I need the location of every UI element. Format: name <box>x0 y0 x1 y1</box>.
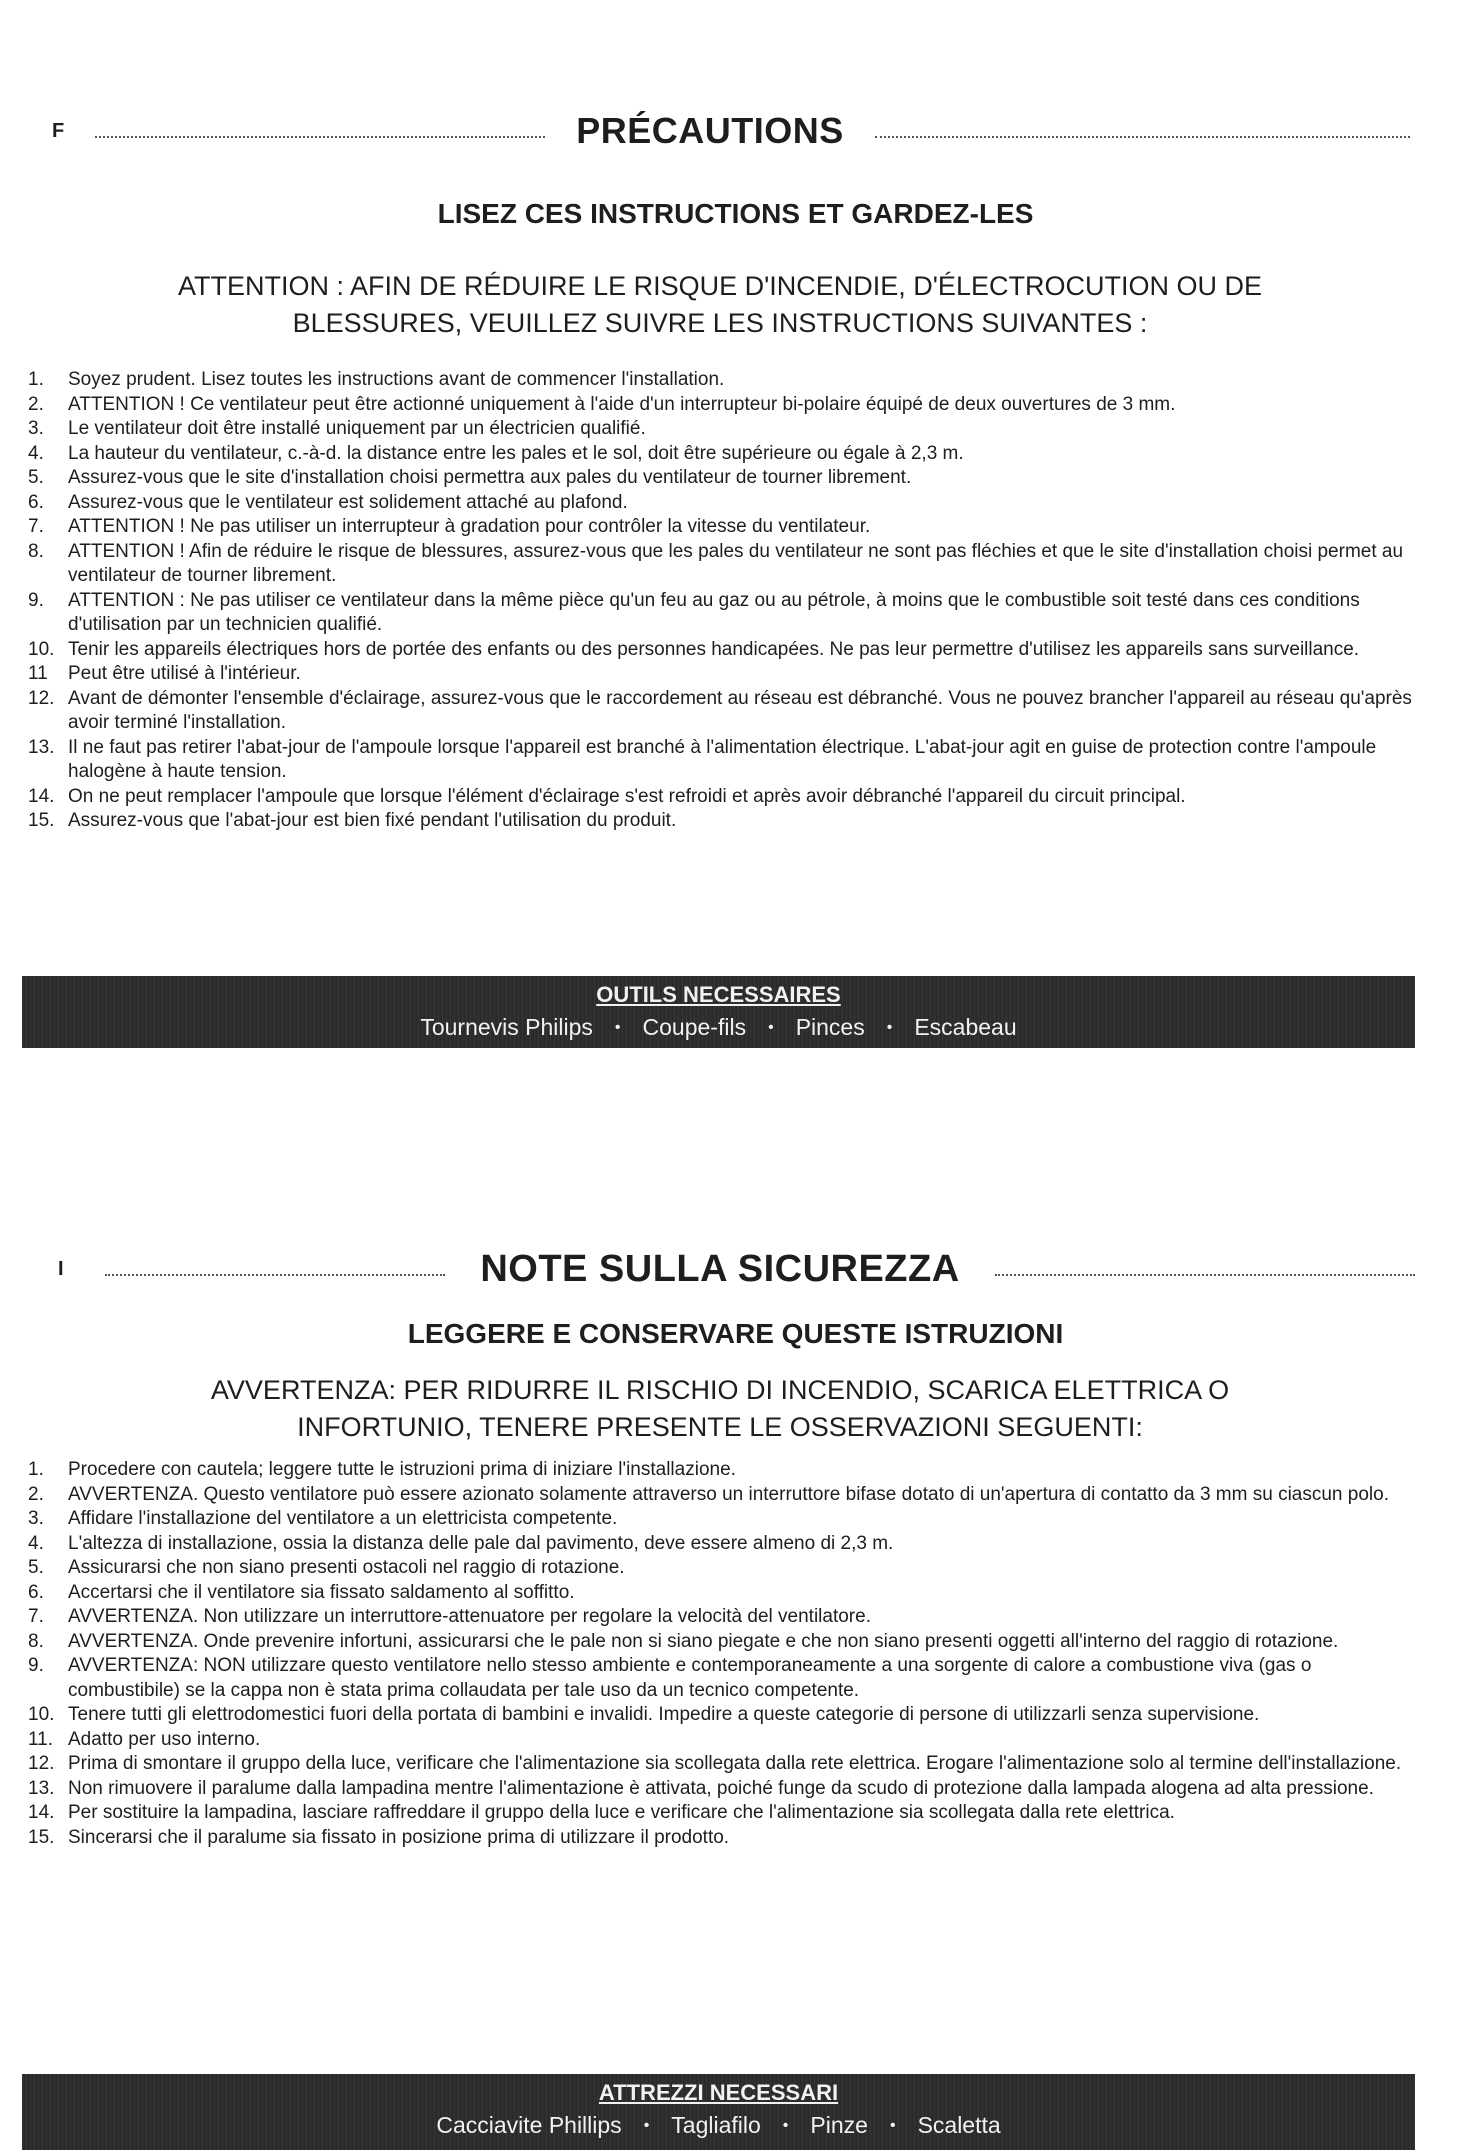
item-text: Sincerarsi che il paralume sia fissato in posizione prima di utilizzare il prodotto. <box>68 1826 730 1848</box>
item-text: Le ventilateur doit être installé uniquement par un électricien qualifié. <box>68 418 646 439</box>
item-text: AVVERTENZA. Non utilizzare un interruttore-attenuatore per regolare la velocità del ventilatore. <box>68 1606 871 1627</box>
list-item <box>28 1703 1428 1728</box>
tool-item: Tagliafilo <box>671 2112 761 2138</box>
list-item <box>28 368 1428 393</box>
item-number: 13. <box>28 736 55 758</box>
tool-item: Escabeau <box>914 1014 1017 1040</box>
section-header <box>0 110 1471 160</box>
list-item <box>28 1458 1428 1483</box>
dotted-rule-left <box>105 1274 445 1276</box>
warning-notice <box>120 268 1320 342</box>
tool-item: Cacciavite Phillips <box>436 2112 622 2138</box>
list-item <box>28 1532 1428 1557</box>
item-number: 4. <box>28 1532 44 1554</box>
item-text: Affidare l'installazione del ventilatore a un elettricista competente. <box>68 1508 618 1529</box>
item-number: 3. <box>28 418 44 439</box>
item-number: 9. <box>28 589 44 611</box>
list-item <box>28 662 1428 687</box>
tool-item: Tournevis Philips <box>420 1014 593 1040</box>
item-number: 11. <box>28 1728 54 1750</box>
item-number: 2. <box>28 393 44 415</box>
section-subtitle: LEGGERE E CONSERVARE QUESTE ISTRUZIONI <box>407 1318 1064 1349</box>
item-text: Assurez-vous que le ventilateur est solidement attaché au plafond. <box>68 491 628 513</box>
item-number: 12. <box>28 687 55 709</box>
list-item <box>28 1752 1428 1777</box>
list-item <box>28 1826 1428 1851</box>
tools-bar <box>22 2074 1415 2150</box>
bullet-separator-icon: • <box>886 1018 893 1036</box>
tool-item: Pinces <box>795 1014 865 1040</box>
item-number: 13. <box>28 1777 55 1799</box>
list-item <box>28 1507 1428 1532</box>
item-text: La hauteur du ventilateur, c.-à-d. la distance entre les pales et le sol, doit être supérieure ou égale à 2,3 m. <box>68 442 964 464</box>
instruction-list <box>28 368 1428 834</box>
item-text: Assurez-vous que l'abat-jour est bien fixé pendant l'utilisation du produit. <box>68 810 677 831</box>
item-number: 9. <box>28 1655 44 1676</box>
item-number: 1. <box>28 369 44 390</box>
item-number: 15. <box>28 810 55 831</box>
item-text: AVVERTENZA. Onde prevenire infortuni, assicurarsi che le pale non si siano piegate e che non siano presenti oggetti all'interno del raggio di rotazione. <box>68 1630 1339 1652</box>
item-number: 10. <box>28 638 55 660</box>
bullet-separator-icon: • <box>643 2116 650 2134</box>
item-text: Peut être utilisé à l'intérieur. <box>68 663 301 684</box>
list-item <box>28 1777 1428 1802</box>
warning-line-1: ATTENTION : AFIN DE RÉDUIRE LE RISQUE D'INCENDIE, D'ÉLECTROCUTION OU DE <box>178 271 1262 301</box>
item-number: 7. <box>28 516 44 537</box>
item-text: ATTENTION : Ne pas utiliser ce ventilateur dans la même pièce qu'un feu au gaz ou au pétrole, à moins que le combustible soit testé dans ces conditions d'utilisation par un technicien qualifié. <box>68 589 1360 635</box>
item-text: Assicurarsi che non siano presenti ostacoli nel raggio di rotazione. <box>68 1557 625 1578</box>
list-item <box>28 736 1428 785</box>
list-item <box>28 1801 1428 1826</box>
tools-title: OUTILS NECESSAIRES <box>596 982 841 1007</box>
tools-title: ATTREZZI NECESSARI <box>598 2080 839 2105</box>
item-number: 14. <box>28 1802 55 1823</box>
warning-line-2: BLESSURES, VEUILLEZ SUIVRE LES INSTRUCTIONS SUIVANTES : <box>292 308 1148 338</box>
list-item <box>28 442 1428 467</box>
section-header <box>0 1248 1471 1298</box>
list-item <box>28 1630 1428 1655</box>
item-number: 2. <box>28 1483 44 1505</box>
item-text: ATTENTION ! Ce ventilateur peut être actionné uniquement à l'aide d'un interrupteur bi-polaire équipé de deux ouvertures de 3 mm. <box>68 393 1176 415</box>
item-text: Il ne faut pas retirer l'abat-jour de l'ampoule lorsque l'appareil est branché à l'alimentation électrique. L'abat-jour agit en guise de protection contre l'ampoule halogène à haute tension. <box>68 736 1377 782</box>
instruction-list <box>28 1458 1428 1850</box>
list-item <box>28 1581 1428 1606</box>
item-text: Accertarsi che il ventilatore sia fissato saldamento al soffitto. <box>68 1581 575 1603</box>
bullet-separator-icon: • <box>614 1018 621 1036</box>
warning-line-1: AVVERTENZA: PER RIDURRE IL RISCHIO DI INCENDIO, SCARICA ELETTRICA O <box>210 1375 1230 1405</box>
item-number: 7. <box>28 1606 44 1627</box>
list-item <box>28 785 1428 810</box>
item-text: Non rimuovere il paralume dalla lampadina mentre l'alimentazione è attivata, poiché funge da scudo di protezione dalla lampada alogena ad alta pressione. <box>68 1777 1374 1799</box>
list-item <box>28 1728 1428 1753</box>
list-item <box>28 1556 1428 1581</box>
item-number: 6. <box>28 1581 44 1603</box>
list-item <box>28 1605 1428 1630</box>
item-text: ATTENTION ! Ne pas utiliser un interrupteur à gradation pour contrôler la vitesse du ventilateur. <box>68 516 871 537</box>
item-text: Assurez-vous que le site d'installation choisi permettra aux pales du ventilateur de tourner librement. <box>68 467 912 488</box>
list-item <box>28 1483 1428 1508</box>
item-text: AVVERTENZA: NON utilizzare questo ventilatore nello stesso ambiente e contemporaneamente a una sorgente di calore a combustione viva (gas o combustibile) se la cappa non è stata prima collaudata per tale uso da un tecnico competente. <box>68 1655 1312 1701</box>
item-text: AVVERTENZA. Questo ventilatore può essere azionato solamente attraverso un interruttore bifase dotato di un'apertura di contatto da 3 mm su ciascun polo. <box>68 1483 1389 1505</box>
list-item <box>28 687 1428 736</box>
item-text: Prima di smontare il gruppo della luce, verificare che l'alimentazione sia scollegata dalla rete elettrica. Erogare l'alimentazione solo al termine dell'installazione. <box>68 1753 1402 1774</box>
list-item <box>28 809 1428 834</box>
item-number: 5. <box>28 467 44 488</box>
bullet-separator-icon: • <box>768 1018 774 1036</box>
list-item <box>28 515 1428 540</box>
item-text: On ne peut remplacer l'ampoule que lorsque l'élément d'éclairage s'est refroidi et après avoir débranché l'appareil du circuit principal. <box>68 785 1186 807</box>
tool-item: Pinze <box>810 2112 868 2138</box>
language-tag: I <box>58 1258 64 1280</box>
bullet-separator-icon: • <box>782 2116 789 2134</box>
tools-bar <box>22 976 1415 1048</box>
list-item <box>28 491 1428 516</box>
item-number: 14. <box>28 785 55 807</box>
tool-item: Coupe-fils <box>642 1014 747 1040</box>
item-number: 12. <box>28 1753 55 1774</box>
dotted-rule-right <box>875 136 1410 138</box>
page-title: NOTE SULLA SICUREZZA <box>480 1248 960 1290</box>
item-text: L'altezza di installazione, ossia la distanza delle pale dal pavimento, deve essere almeno di 2,3 m. <box>68 1532 894 1554</box>
tool-item: Scaletta <box>917 2112 1001 2138</box>
warning-notice <box>120 1372 1320 1446</box>
dotted-rule-right <box>995 1274 1415 1276</box>
list-item <box>28 466 1428 491</box>
item-text: ATTENTION ! Afin de réduire le risque de blessures, assurez-vous que les pales du ventilateur ne sont pas fléchies et que le site d'installation choisi permet au ventilateur de tourner librement. <box>68 540 1404 586</box>
item-number: 8. <box>28 1630 44 1652</box>
item-text: Tenir les appareils électriques hors de portée des enfants ou des personnes handicapées. Ne pas leur permettre d'utilisez les appareils sans surveillance. <box>68 638 1360 660</box>
dotted-rule-left <box>95 136 545 138</box>
item-text: Procedere con cautela; leggere tutte le istruzioni prima di iniziare l'installazione. <box>68 1459 736 1480</box>
list-item <box>28 638 1428 663</box>
item-number: 1. <box>28 1459 44 1480</box>
item-text: Avant de démonter l'ensemble d'éclairage, assurez-vous que le raccordement au réseau est débranché. Vous ne pouvez brancher l'appareil au réseau qu'après avoir terminé l'installation. <box>68 687 1412 733</box>
item-number: 4. <box>28 442 44 464</box>
tools-list <box>22 1014 1415 1041</box>
item-text: Adatto per uso interno. <box>68 1728 261 1750</box>
bullet-separator-icon: • <box>889 2116 896 2134</box>
list-item <box>28 540 1428 589</box>
warning-line-2: INFORTUNIO, TENERE PRESENTE LE OSSERVAZIONI SEGUENTI: <box>297 1412 1143 1442</box>
item-text: Soyez prudent. Lisez toutes les instructions avant de commencer l'installation. <box>68 369 725 390</box>
item-number: 5. <box>28 1557 44 1578</box>
item-number: 3. <box>28 1508 44 1529</box>
item-number: 15. <box>28 1826 55 1848</box>
tools-list <box>22 2112 1415 2139</box>
item-number: 6. <box>28 491 44 513</box>
item-number: 11 <box>28 663 48 684</box>
list-item <box>28 1654 1428 1703</box>
item-text: Tenere tutti gli elettrodomestici fuori della portata di bambini e invalidi. Impedire a queste categorie di persone di utilizzarli senza supervisione. <box>68 1704 1260 1725</box>
list-item <box>28 417 1428 442</box>
page-title: PRÉCAUTIONS <box>576 110 844 151</box>
list-item <box>28 393 1428 418</box>
list-item <box>28 589 1428 638</box>
item-number: 8. <box>28 540 44 562</box>
section-subtitle: LISEZ CES INSTRUCTIONS ET GARDEZ-LES <box>437 198 1034 229</box>
item-text: Per sostituire la lampadina, lasciare raffreddare il gruppo della luce e verificare che l'alimentazione sia scollegata dalla rete elettrica. <box>68 1802 1175 1823</box>
language-tag: F <box>52 120 65 142</box>
item-number: 10. <box>28 1704 55 1725</box>
